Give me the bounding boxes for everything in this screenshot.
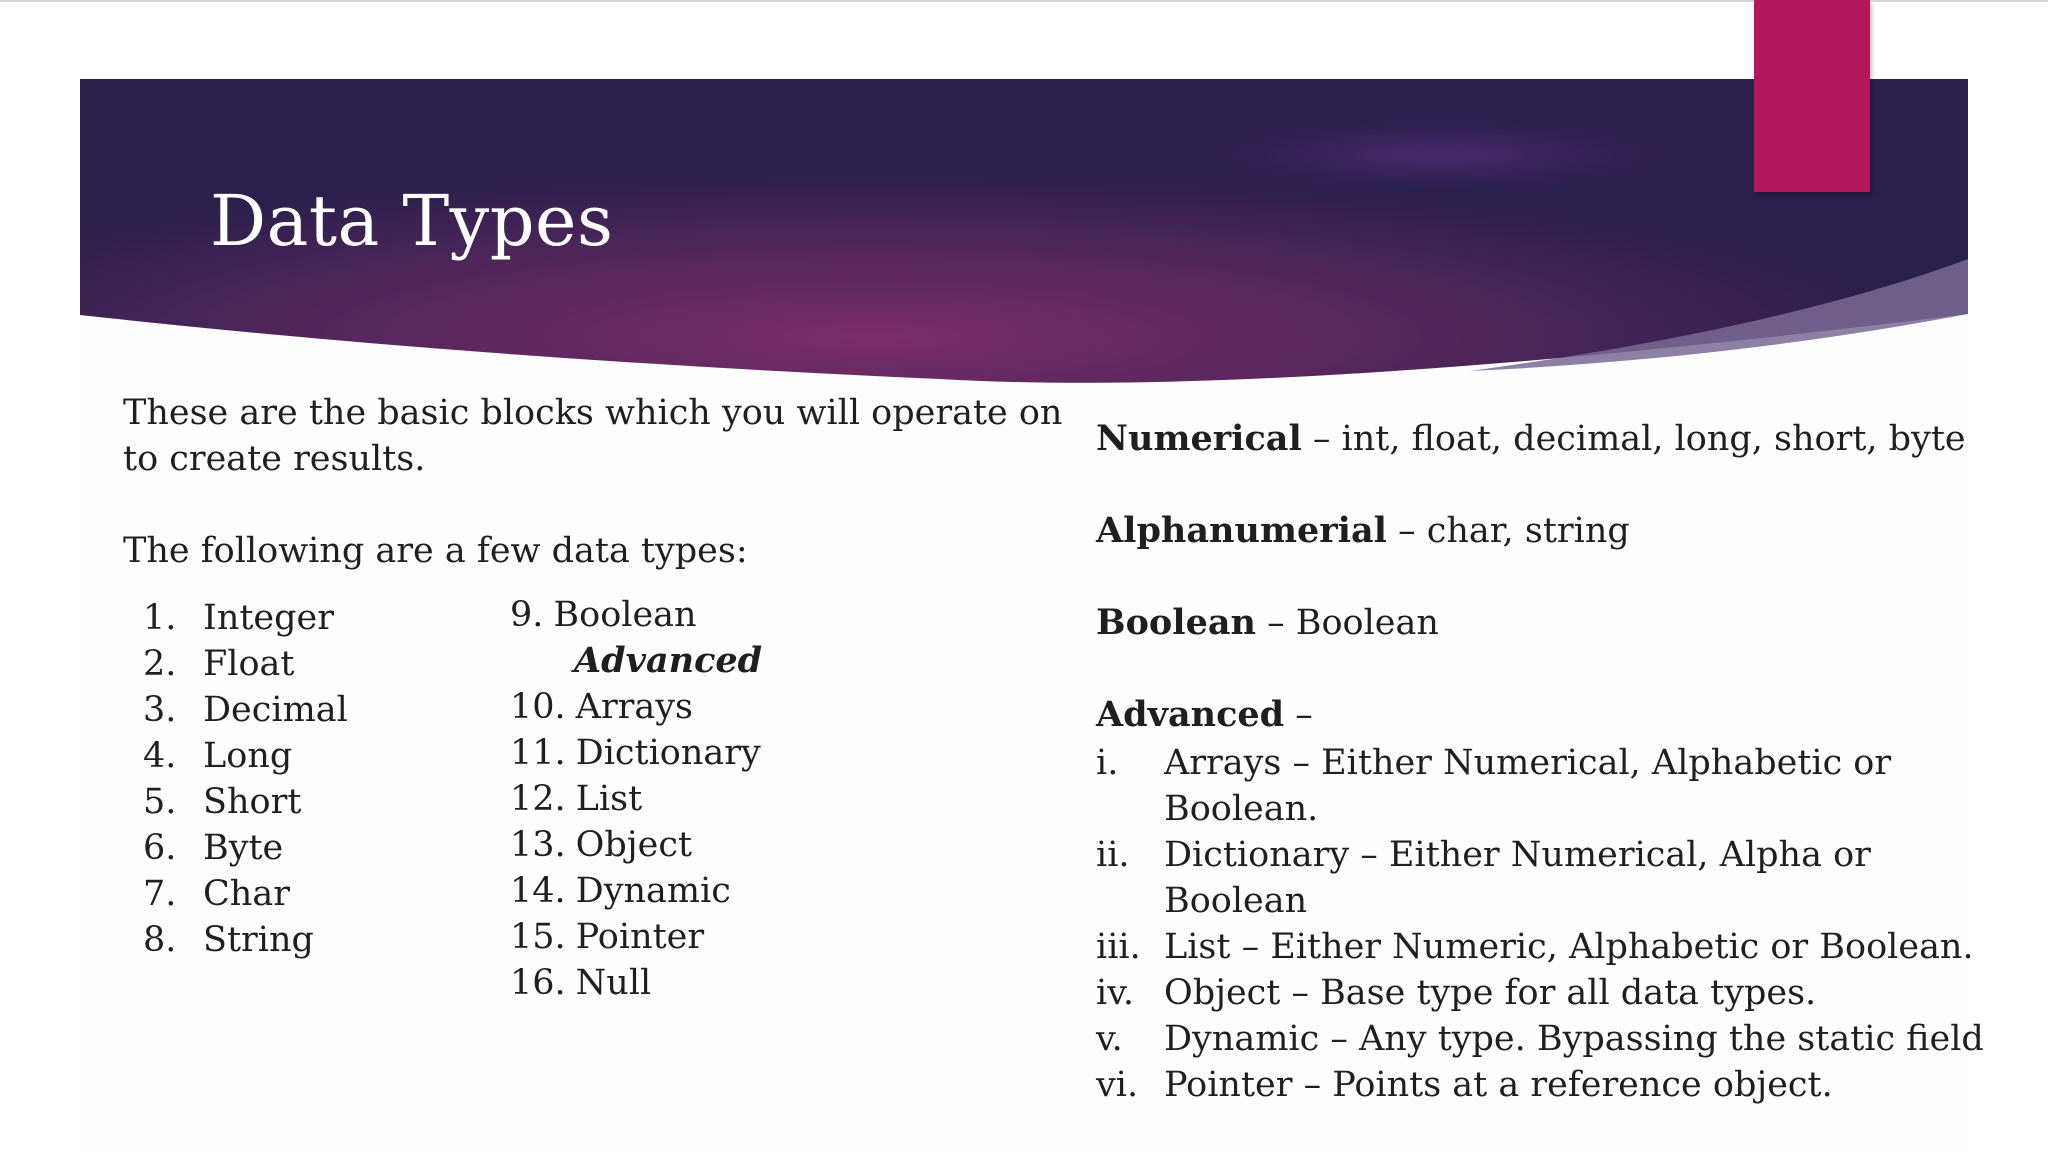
list-label: Arrays: [575, 687, 694, 727]
list-label: String: [203, 920, 314, 960]
list-item: [143, 871, 348, 917]
list-item: [510, 592, 762, 638]
list-text: Pointer – Points at a reference object.: [1164, 1065, 1833, 1105]
list-number: 10.: [510, 687, 566, 727]
top-border: [0, 0, 2048, 2]
list-item: [1096, 832, 1984, 924]
list-number: 16.: [510, 963, 566, 1003]
category-name: Alphanumerial: [1096, 510, 1387, 551]
list-item: [143, 825, 348, 871]
list-label: Float: [203, 644, 295, 684]
basic-types-list: [143, 595, 348, 963]
category-sep: –: [1255, 603, 1296, 643]
list-number: 2.: [143, 644, 177, 684]
advanced-heading-sep: –: [1284, 695, 1313, 735]
list-label: Object: [575, 825, 693, 865]
list-label: Dictionary: [575, 733, 761, 773]
category-value: Boolean: [1295, 603, 1439, 643]
intro-text: [123, 390, 1062, 482]
list-text: List – Either Numeric, Alphabetic or Boolean.: [1164, 927, 1974, 967]
category-sep: –: [1386, 511, 1427, 551]
advanced-list: [1096, 740, 1984, 1108]
list-number: 5.: [143, 782, 177, 822]
list-item: [510, 822, 762, 868]
list-item: [143, 733, 348, 779]
category-numerical: [1096, 416, 1966, 462]
list-text: Dictionary – Either Numerical, Alpha or Boolean: [1164, 835, 1871, 921]
list-number: 13.: [510, 825, 566, 865]
category-name: Numerical: [1096, 418, 1302, 459]
list-number: 3.: [143, 690, 177, 730]
list-number: 4.: [143, 736, 177, 776]
list-item: [1096, 924, 1984, 970]
list-number: v.: [1096, 1019, 1123, 1059]
list-label: Byte: [203, 828, 284, 868]
list-label: Integer: [203, 598, 334, 638]
list-item: [143, 779, 348, 825]
intro-line-2: to create results.: [123, 439, 426, 479]
list-number: 8.: [143, 920, 177, 960]
list-label: Char: [203, 874, 290, 914]
list-label: Dynamic: [575, 871, 731, 911]
slide-title: Data Types: [210, 180, 614, 262]
category-value: int, float, decimal, long, short, byte: [1341, 419, 1966, 459]
list-number: 6.: [143, 828, 177, 868]
list-number: 12.: [510, 779, 566, 819]
list-text: Dynamic – Any type. Bypassing the static field: [1164, 1019, 1984, 1059]
advanced-heading-label: Advanced: [1096, 694, 1285, 735]
advanced-heading: [1096, 692, 1313, 738]
category-alphanumerial: [1096, 508, 1630, 554]
category-sep: –: [1301, 419, 1342, 459]
list-number: 7.: [143, 874, 177, 914]
more-types-list: [510, 592, 762, 1006]
list-text: Arrays – Either Numerical, Alphabetic or Boolean.: [1164, 743, 1892, 829]
list-item: [143, 687, 348, 733]
accent-tab: [1754, 0, 1870, 192]
list-number: 9.: [510, 595, 544, 635]
list-item: [1096, 1062, 1984, 1108]
list-label: Decimal: [203, 690, 348, 730]
intro-line-1: These are the basic blocks which you will operate on: [123, 393, 1063, 433]
list-item: [1096, 970, 1984, 1016]
list-item: [143, 917, 348, 963]
list-number: 14.: [510, 871, 566, 911]
list-item: [510, 960, 762, 1006]
list-label: Null: [575, 963, 652, 1003]
list-label: Boolean: [553, 595, 697, 635]
list-item: [143, 595, 348, 641]
list-number: i.: [1096, 743, 1119, 783]
list-number: vi.: [1096, 1065, 1139, 1105]
category-boolean: [1096, 600, 1439, 646]
list-number: 11.: [510, 733, 566, 773]
category-name: Boolean: [1096, 602, 1256, 643]
list-item: [1096, 1016, 1984, 1062]
category-value: char, string: [1426, 511, 1630, 551]
list-number: iv.: [1096, 973, 1134, 1013]
list-item: [510, 684, 762, 730]
list-number: iii.: [1096, 927, 1141, 967]
list-label: List: [575, 779, 643, 819]
list-number: 15.: [510, 917, 566, 957]
list-number: 1.: [143, 598, 177, 638]
list-label: Long: [203, 736, 293, 776]
list-item: [510, 914, 762, 960]
list-text: Object – Base type for all data types.: [1164, 973, 1817, 1013]
list-label: Short: [203, 782, 302, 822]
list-item: [1096, 740, 1984, 832]
following-text: The following are a few data types:: [123, 531, 748, 571]
list-item: [510, 776, 762, 822]
list-item: [510, 868, 762, 914]
list-label: Pointer: [575, 917, 705, 957]
list-number: ii.: [1096, 835, 1130, 875]
list-item: [143, 641, 348, 687]
advanced-subheading: Advanced: [574, 640, 763, 681]
list-item: [510, 730, 762, 776]
